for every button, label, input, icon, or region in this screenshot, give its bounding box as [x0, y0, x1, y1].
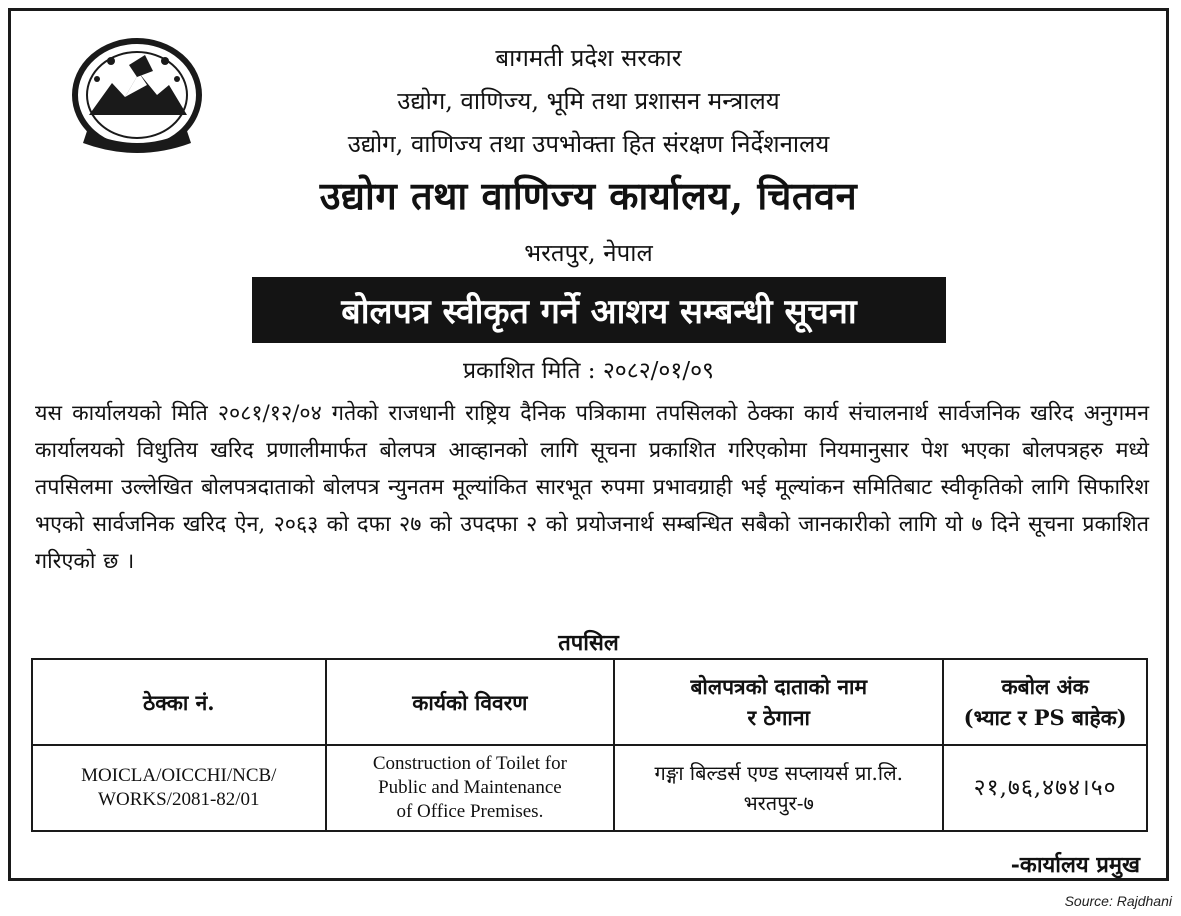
source-credit: Source: Rajdhani [1064, 893, 1172, 909]
schedule-title: तपसिल [558, 630, 619, 656]
header-bidder-line1: बोलपत्रको दाताको नाम [690, 674, 868, 699]
header-bidder-line2: र ठेगाना [747, 705, 810, 730]
header-amount [943, 659, 1147, 745]
header-directorate: उद्योग, वाणिज्य तथा उपभोक्ता हित संरक्षण निर्देशनालय [347, 130, 830, 158]
header-description: कार्यको विवरण [326, 659, 615, 745]
header-amount-line1: कबोल अंक [1001, 674, 1089, 699]
schedule-table [31, 658, 1148, 832]
notice-title-banner [252, 277, 946, 343]
table-header-row [32, 659, 1147, 745]
cell-contract-no: MOICLA/OICCHI/NCB/ WORKS/2081-82/01 [32, 745, 326, 831]
header-province-government: बागमती प्रदेश सरकार [495, 44, 682, 72]
table-row [32, 745, 1147, 831]
notice-body: यस कार्यालयको मिति २०८१/१२/०४ गतेको राजधानी राष्ट्रिय दैनिक पत्रिकामा तपसिलको ठेक्का कार्य संचालनार्थ सार्वजनिक खरिद अनुगमन कार्यालयको विधुतिय खरिद प्रणालीमार्फत बोलपत्र आव्हानको लागि सूचना प्रकाशित गरिएकोमा नियमानुसार पेश भएका बोलपत्रहरु मध्ये तपसिलमा उल्लेखित बोलपत्रदाताको बोलपत्र न्युनतम मूल्यांकित सारभूत रुपमा प्रभावग्राही भई मूल्यांकन समितिबाट स्वीकृतिको लागि सिफारिश भएको सार्वजनिक खरिद ऐन, २०६३ को दफा २७ को उपदफा २ को प्रयोजनार्थ सम्बन्धित सबैको जानकारीको लागि यो ७ दिने सूचना प्रकाशित गरिएको छ । [35, 401, 1149, 574]
cell-amount: २१,७६,४७४।५० [943, 745, 1147, 831]
header-contract-no: ठेक्का नं. [32, 659, 326, 745]
header-location: भरतपुर, नेपाल [524, 239, 653, 267]
cell-description: Construction of Toilet for Public and Maintenance of Office Premises. [326, 745, 615, 831]
header-office-name: उद्योग तथा वाणिज्य कार्यालय, चितवन [319, 173, 858, 218]
office-chief-signature: -कार्यालय प्रमुख [1010, 852, 1140, 878]
header-ministry: उद्योग, वाणिज्य, भूमि तथा प्रशासन मन्त्रालय [397, 87, 780, 115]
notice-frame [8, 8, 1169, 881]
cell-bidder: गङ्गा बिल्डर्स एण्ड सप्लायर्स प्रा.लि. भरतपुर-७ [614, 745, 943, 831]
notice-title: बोलपत्र स्वीकृत गर्ने आशय सम्बन्धी सूचना [341, 292, 857, 332]
header-amount-line2: (भ्याट र PS बाहेक) [963, 705, 1127, 730]
header-bidder [614, 659, 943, 745]
published-date: प्रकाशित मिति : २०८२/०१/०९ [462, 358, 715, 384]
